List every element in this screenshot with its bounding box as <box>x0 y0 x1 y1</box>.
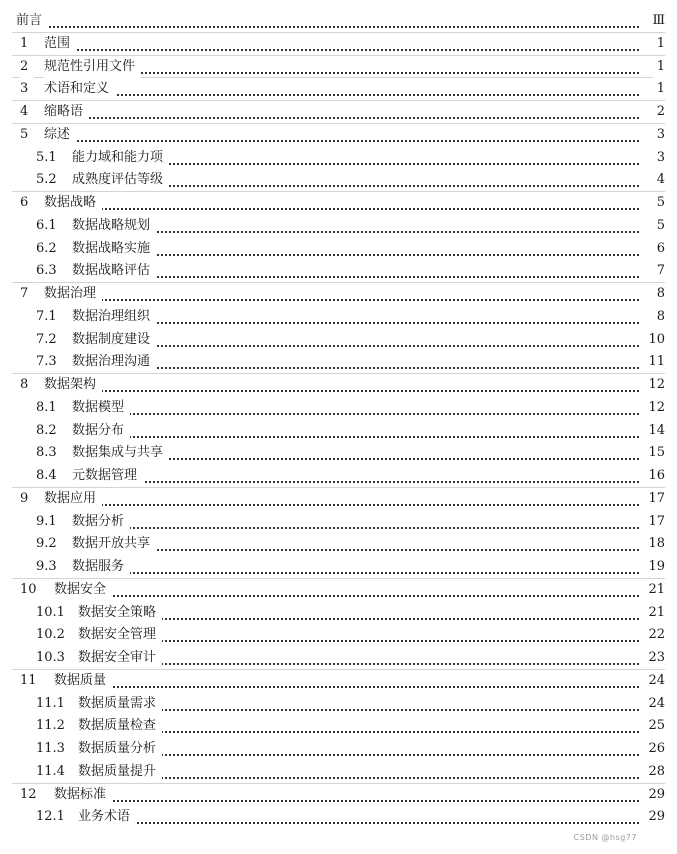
toc-entry-title: 数据分析 <box>72 511 130 533</box>
dot-leader <box>80 274 639 278</box>
toc-entry-page-number: 14 <box>644 420 665 442</box>
toc-entry-number: 12.1 <box>36 806 71 828</box>
dot-leader <box>52 115 639 119</box>
toc-entry-number: 9.3 <box>36 556 63 578</box>
dot-leader <box>80 229 639 233</box>
toc-entry-number: 11.4 <box>36 761 71 783</box>
toc-entry[interactable] <box>0 306 677 328</box>
dot-leader <box>52 297 639 301</box>
toc-entry-number: 9 <box>20 488 34 510</box>
dot-leader <box>86 752 639 756</box>
toc-entry-page-number: 3 <box>653 147 665 169</box>
toc-entry-page-number: 5 <box>653 192 665 214</box>
toc-entry-title: 术语和定义 <box>44 78 115 100</box>
toc-entry[interactable] <box>0 397 677 419</box>
toc-entry-title: 前言 <box>16 10 48 32</box>
toc-entry-page-number: 21 <box>644 579 665 601</box>
dot-leader <box>80 411 639 415</box>
toc-entry-title: 数据战略实施 <box>72 238 156 260</box>
toc-entry[interactable] <box>0 738 677 760</box>
toc-entry-title: 数据质量提升 <box>78 761 162 783</box>
toc-entry-page-number: 15 <box>644 442 665 464</box>
toc-entry-title: 数据安全 <box>54 579 112 601</box>
toc-entry[interactable] <box>0 329 677 351</box>
toc-entry[interactable] <box>0 215 677 237</box>
toc-entry-title: 综述 <box>44 124 76 146</box>
toc-entry-page-number: 1 <box>653 33 665 55</box>
toc-entry-page-number: 12 <box>644 397 665 419</box>
toc-entry-page-number: 29 <box>644 806 665 828</box>
toc-entry-page-number: 12 <box>644 374 665 396</box>
toc-entry-title: 规范性引用文件 <box>44 56 141 78</box>
toc-entry-title: 数据质量需求 <box>78 693 162 715</box>
toc-entry-title: 数据安全审计 <box>78 647 162 669</box>
toc-entry-title: 数据质量 <box>54 670 112 692</box>
toc-entry-number: 9.1 <box>36 511 63 533</box>
toc-entry-title: 业务术语 <box>78 806 136 828</box>
toc-entry[interactable] <box>0 488 677 510</box>
toc-entry[interactable] <box>0 283 677 305</box>
dot-leader <box>86 616 639 620</box>
dot-leader <box>52 206 639 210</box>
toc-entry-title: 成熟度评估等级 <box>72 169 169 191</box>
toc-entry-number: 12 <box>20 784 43 806</box>
toc-entry-number: 4 <box>20 101 34 123</box>
toc-entry[interactable] <box>0 260 677 282</box>
toc-entry-number: 8.2 <box>36 420 63 442</box>
dot-leader <box>62 684 639 688</box>
toc-entry-number: 6.1 <box>36 215 63 237</box>
toc-entry[interactable] <box>0 101 677 123</box>
toc-entry[interactable] <box>0 10 677 32</box>
toc-entry-page-number: 24 <box>644 670 665 692</box>
toc-entry-number: 5.1 <box>36 147 63 169</box>
dot-leader <box>80 252 639 256</box>
toc-entry-title: 数据制度建设 <box>72 329 156 351</box>
toc-entry-number: 8.4 <box>36 465 63 487</box>
toc-entry-number: 8 <box>20 374 34 396</box>
toc-entry-title: 数据应用 <box>44 488 102 510</box>
toc-entry-title: 数据服务 <box>72 556 130 578</box>
toc-entry-title: 数据标准 <box>54 784 112 806</box>
toc-entry-page-number: 10 <box>644 329 665 351</box>
toc-entry[interactable] <box>0 169 677 191</box>
toc-entry[interactable] <box>0 556 677 578</box>
toc-entry-page-number: 19 <box>644 556 665 578</box>
toc-entry-page-number: 25 <box>644 715 665 737</box>
toc-entry-page-number: 3 <box>653 124 665 146</box>
toc-entry-number: 5 <box>20 124 34 146</box>
toc-entry-number: 7.1 <box>36 306 63 328</box>
toc-entry[interactable] <box>0 124 677 146</box>
dot-leader <box>86 820 639 824</box>
toc-entry-title: 数据架构 <box>44 374 102 396</box>
dot-leader <box>52 92 639 96</box>
toc-entry-title: 数据战略评估 <box>72 260 156 282</box>
toc-entry-title: 数据战略 <box>44 192 102 214</box>
toc-entry-title: 元数据管理 <box>72 465 143 487</box>
toc-entry-title: 数据安全策略 <box>78 602 162 624</box>
toc-entry[interactable] <box>0 670 677 692</box>
toc-entry-page-number: 8 <box>653 306 665 328</box>
toc-entry-title: 数据安全管理 <box>78 624 162 646</box>
dot-leader <box>52 502 639 506</box>
toc-entry-page-number: 28 <box>644 761 665 783</box>
toc-entry-page-number: 24 <box>644 693 665 715</box>
toc-entry-page-number: 4 <box>653 169 665 191</box>
toc-entry-number: 6.2 <box>36 238 63 260</box>
dot-leader <box>80 547 639 551</box>
dot-leader <box>80 570 639 574</box>
toc-entry-page-number: Ⅲ <box>648 10 665 32</box>
toc-entry[interactable] <box>0 693 677 715</box>
toc-entry-title: 缩略语 <box>44 101 89 123</box>
toc-entry-number: 11.2 <box>36 715 71 737</box>
toc-entry-title: 能力域和能力项 <box>72 147 169 169</box>
toc-entry-title: 数据集成与共享 <box>72 442 169 464</box>
toc-entry[interactable] <box>0 420 677 442</box>
toc-entry-number: 10 <box>20 579 43 601</box>
toc-entry-page-number: 5 <box>653 215 665 237</box>
toc-entry-number: 8.3 <box>36 442 63 464</box>
toc-entry-page-number: 16 <box>644 465 665 487</box>
toc-entry-title: 数据治理组织 <box>72 306 156 328</box>
toc-entry-page-number: 17 <box>644 488 665 510</box>
dot-leader <box>80 343 639 347</box>
toc-entry-number: 5.2 <box>36 169 63 191</box>
toc-entry-title: 数据开放共享 <box>72 533 156 555</box>
dot-leader <box>86 638 639 642</box>
toc-entry-page-number: 18 <box>644 533 665 555</box>
dot-leader <box>62 593 639 597</box>
toc-entry-number: 9.2 <box>36 533 63 555</box>
toc-entry[interactable] <box>0 374 677 396</box>
toc-entry[interactable] <box>0 56 677 78</box>
toc-entry[interactable] <box>0 602 677 624</box>
dot-leader <box>80 434 639 438</box>
toc-entry[interactable] <box>0 511 677 533</box>
toc-entry[interactable] <box>0 806 677 828</box>
toc-entry-number: 2 <box>20 56 34 78</box>
toc-entry-title: 数据质量分析 <box>78 738 162 760</box>
toc-entry-number: 10.1 <box>36 602 71 624</box>
toc-entry-page-number: 2 <box>653 101 665 123</box>
toc-entry[interactable] <box>0 147 677 169</box>
toc-entry-page-number: 8 <box>653 283 665 305</box>
toc-entry[interactable] <box>0 579 677 601</box>
dot-leader <box>52 47 639 51</box>
dot-leader <box>62 798 639 802</box>
toc-entry-number: 8.1 <box>36 397 63 419</box>
dot-leader <box>86 729 639 733</box>
toc-entry-number: 7.2 <box>36 329 63 351</box>
toc-entry[interactable] <box>0 761 677 783</box>
toc-entry-number: 6 <box>20 192 34 214</box>
toc-entry-number: 10.3 <box>36 647 71 669</box>
toc-entry-title: 数据质量检查 <box>78 715 162 737</box>
dot-leader <box>80 320 639 324</box>
toc-entry[interactable] <box>0 465 677 487</box>
toc-entry-number: 6.3 <box>36 260 63 282</box>
toc-entry[interactable] <box>0 192 677 214</box>
toc-entry-title: 范围 <box>44 33 76 55</box>
toc-entry-page-number: 29 <box>644 784 665 806</box>
toc-entry-number: 7.3 <box>36 351 63 373</box>
toc-entry-title: 数据治理沟通 <box>72 351 156 373</box>
dot-leader <box>80 365 639 369</box>
watermark-text: CSDN @hsg77 <box>573 833 637 842</box>
toc-entry-page-number: 7 <box>653 260 665 282</box>
toc-entry-number: 7 <box>20 283 34 305</box>
toc-entry-number: 10.2 <box>36 624 71 646</box>
toc-entry-number: 3 <box>20 78 34 100</box>
toc-entry-page-number: 11 <box>644 351 665 373</box>
dot-leader <box>86 775 639 779</box>
toc-entry[interactable] <box>0 33 677 55</box>
toc-entry[interactable] <box>0 647 677 669</box>
toc-entry[interactable] <box>0 784 677 806</box>
toc-entry[interactable] <box>0 624 677 646</box>
toc-entry-page-number: 26 <box>644 738 665 760</box>
dot-leader <box>80 479 639 483</box>
toc-entry-page-number: 1 <box>653 56 665 78</box>
dot-leader <box>24 24 639 28</box>
toc-entry-title: 数据模型 <box>72 397 130 419</box>
toc-entry-number: 11.1 <box>36 693 71 715</box>
toc-entry-title: 数据分布 <box>72 420 130 442</box>
toc-entry[interactable] <box>0 442 677 464</box>
toc-entry-page-number: 17 <box>644 511 665 533</box>
toc-entry-title: 数据战略规划 <box>72 215 156 237</box>
toc-entry-page-number: 21 <box>644 602 665 624</box>
toc-entry-number: 1 <box>20 33 34 55</box>
toc-entry[interactable] <box>0 78 677 100</box>
toc-entry-page-number: 6 <box>653 238 665 260</box>
toc-entry-page-number: 23 <box>644 647 665 669</box>
toc-entry-number: 11 <box>20 670 43 692</box>
dot-leader <box>52 388 639 392</box>
toc-entry[interactable] <box>0 533 677 555</box>
toc-entry[interactable] <box>0 715 677 737</box>
dot-leader <box>52 138 639 142</box>
toc-entry[interactable] <box>0 351 677 373</box>
toc-entry-number: 11.3 <box>36 738 71 760</box>
toc-entry-page-number: 1 <box>653 78 665 100</box>
dot-leader <box>80 525 639 529</box>
toc-entry-title: 数据治理 <box>44 283 102 305</box>
dot-leader <box>86 661 639 665</box>
toc-entry[interactable] <box>0 238 677 260</box>
toc-entry-page-number: 22 <box>644 624 665 646</box>
dot-leader <box>86 707 639 711</box>
